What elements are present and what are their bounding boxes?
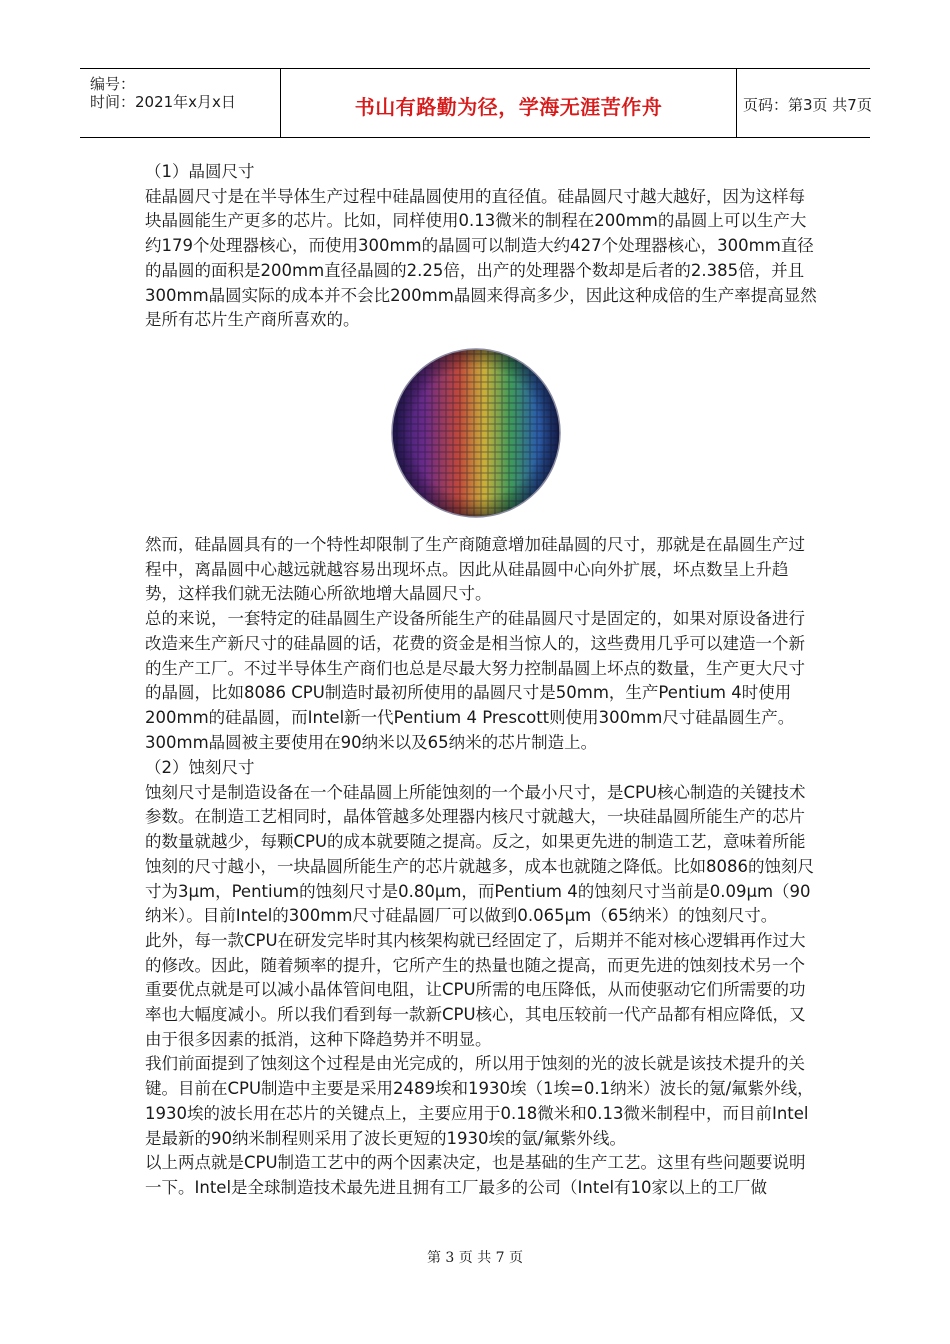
- motto-text: 书山有路勤为径，学海无涯苦作舟: [354, 95, 663, 119]
- paragraph: 然而，硅晶圆具有的一个特性却限制了生产商随意增加硅晶圆的尺寸，那就是在晶圆生产过程中，离晶圆中心越远就越容易出现坏点。因此从硅晶圆中心向外扩展，坏点数呈上升趋势，这样我们就无法随心所欲地增大晶圆尺寸。: [145, 535, 805, 604]
- section-wafer-size-continued: [145, 533, 817, 755]
- page-number-label: 页码：第3页 共7页: [743, 96, 872, 114]
- page-header: [80, 68, 870, 138]
- header-info-cell: [80, 69, 280, 137]
- header-motto-cell: [280, 69, 737, 137]
- section-etch-size: [145, 756, 817, 1201]
- silicon-wafer-image: [390, 347, 562, 519]
- page-footer: 第 3 页 共 7 页: [426, 1250, 524, 1266]
- paragraph: 此外，每一款CPU在研发完毕时其内核架构就已经固定了，后期并不能对核心逻辑再作过大的修改。因此，随着频率的提升，它所产生的热量也随之提高，而更先进的蚀刻技术另一个重要优点就是可以减小晶体管间电阻，让CPU所需的电压降低，从而使驱动它们所需要的功率也大幅度减小。所以我们看到每一款新CPU核心，其电压较前一代产品都有相应降低，又由于很多因素的抵消，这种下降趋势并不明显。: [145, 930, 806, 1049]
- paragraph: 硅晶圆尺寸是在半导体生产过程中硅晶圆使用的直径值。硅晶圆尺寸越大越好，因为这样每块晶圆能生产更多的芯片。比如，同样使用0.13微米的制程在200mm的晶圆上可以生产大约179个处理器核心，而使用300mm的晶圆可以制造大约427个处理器核心，300mm直径的晶圆的面积是200mm直径晶圆的2.25倍，出产的处理器个数却是后者的2.385倍，并且300mm晶圆实际的成本并不会比200mm晶圆来得高多少，因此这种成倍的生产率提高显然是所有芯片生产商所喜欢的。: [145, 186, 817, 330]
- paragraph: 蚀刻尺寸是制造设备在一个硅晶圆上所能蚀刻的一个最小尺寸，是CPU核心制造的关键技术参数。在制造工艺相同时，晶体管越多处理器内核尺寸就越大，一块硅晶圆所能生产的芯片的数量就越少，每颗CPU的成本就要随之提高。反之，如果更先进的制造工艺，意味着所能蚀刻的尺寸越小，一块晶圆所能生产的芯片就越多，成本也就随之降低。比如8086的蚀刻尺寸为3μm，Pentium的蚀刻尺寸是0.80μm，而Pentium 4的蚀刻尺寸当前是0.09μm（90纳米）。目前Intel的300mm尺寸硅晶圆厂可以做到0.065μm（65纳米）的蚀刻尺寸。: [145, 782, 814, 926]
- section-title: （1）晶圆尺寸: [145, 162, 255, 181]
- section-title: （2）蚀刻尺寸: [145, 758, 255, 777]
- paragraph: 总的来说，一套特定的硅晶圆生产设备所能生产的硅晶圆尺寸是固定的，如果对原设备进行改造来生产新尺寸的硅晶圆的话，花费的资金是相当惊人的，这些费用几乎可以建造一个新的生产工厂。不过半导体生产商们也总是尽最大努力控制晶圆上坏点的数量，生产更大尺寸的晶圆，比如8086 CPU制造时最初所使用的晶圆尺寸是50mm，生产Pentium 4时使用200mm的硅晶圆，而Intel新一代Pentium 4 Prescott则使用300mm尺寸硅晶圆生产。300mm晶圆被主要使用在90纳米以及65纳米的芯片制造上。: [145, 609, 805, 752]
- paragraph: 我们前面提到了蚀刻这个过程是由光完成的，所以用于蚀刻的光的波长就是该技术提升的关键。目前在CPU制造中主要是采用2489埃和1930埃（1埃=0.1纳米）波长的氪/氟紫外线，1930埃的波长用在芯片的关键点上，主要应用于0.18微米和0.13微米制程中，而目前Intel是最新的90纳米制程则采用了波长更短的1930埃的氩/氟紫外线。: [145, 1054, 814, 1148]
- serial-label: 编号：: [90, 75, 136, 93]
- paragraph: 以上两点就是CPU制造工艺中的两个因素决定，也是基础的生产工艺。这里有些问题要说明一下。Intel是全球制造技术最先进且拥有工厂最多的公司（Intel有10家以上的工厂做: [145, 1153, 806, 1197]
- wafer-graphic: [390, 347, 562, 519]
- time-label: 时间：2021年x月x日: [90, 93, 236, 111]
- header-page-cell: [735, 69, 870, 137]
- section-wafer-size: [145, 160, 817, 333]
